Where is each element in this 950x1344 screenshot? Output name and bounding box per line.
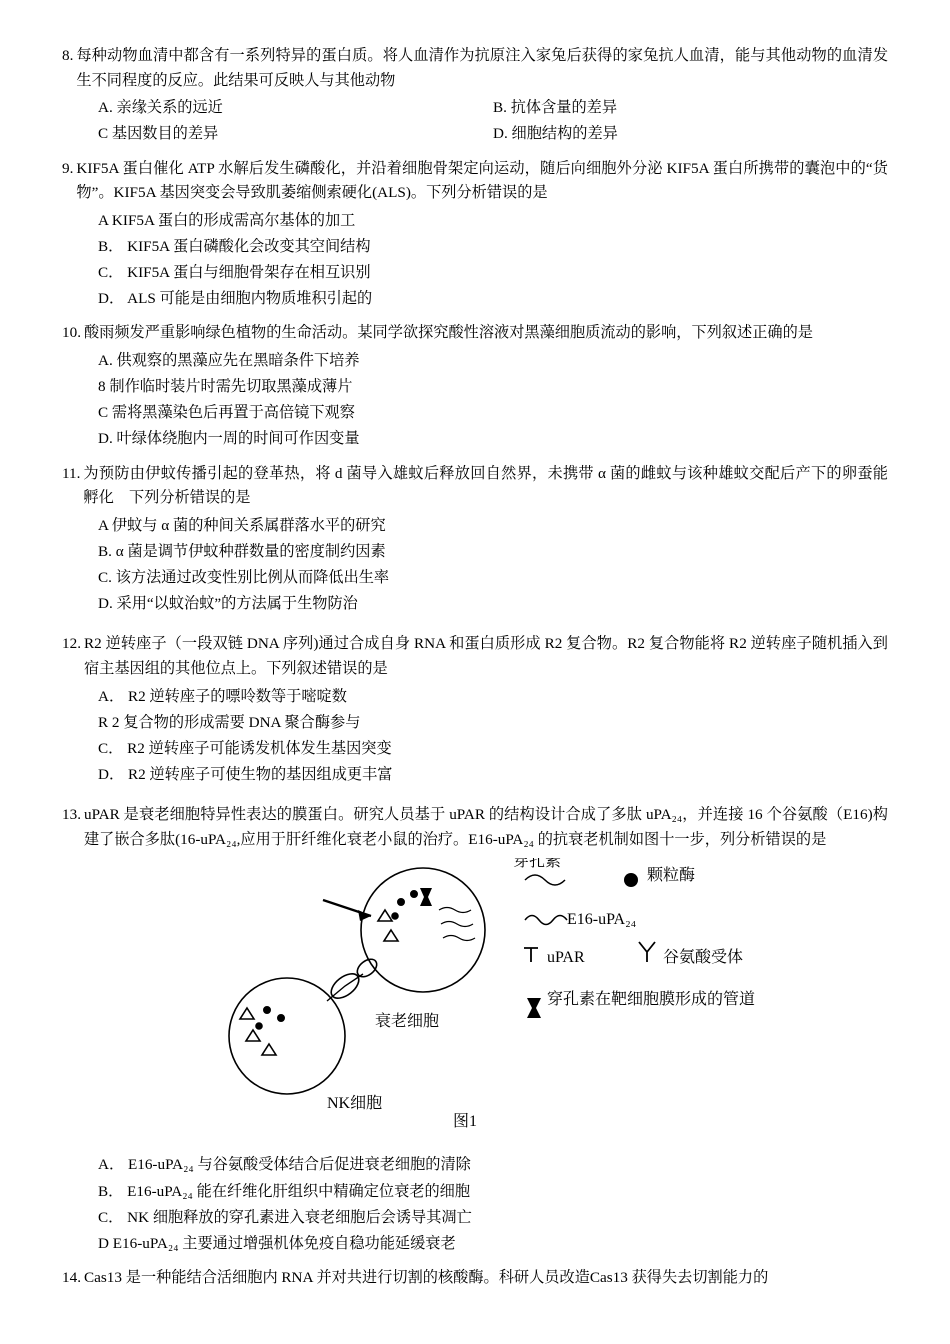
option-c[interactable]: C． NK 细胞释放的穿孔素进入衰老细胞后会诱导其凋亡	[98, 1208, 472, 1226]
option-d[interactable]: D． ALS 可能是由细胞内物质堆积引起的	[98, 290, 373, 308]
question-13-stem: uPAR 是衰老细胞特异性表达的膜蛋白。研究人员基于 uPAR 的结构设计合成了多肽 uPA₂₄，并连接 16 个谷氨酸（E16)构建了嵌合多肽(16-uPA₂₄,应用于肝纤维化衰老小鼠的治疗。E16-uPA₂₄ 的抗衰老机制如图十一步，列分析错误的是	[83, 806, 888, 848]
option-row	[62, 121, 888, 147]
question-14	[62, 1266, 888, 1291]
question-12	[62, 632, 888, 788]
nk-cell-outline	[229, 978, 345, 1094]
option-d[interactable]: D. 采用“以蚊治蚊”的方法属于生物防治	[98, 595, 358, 613]
option-row	[62, 95, 888, 121]
option-b[interactable]: B． KIF5A 蛋白磷酸化会改变其空间结构	[98, 237, 371, 255]
question-10-head	[62, 321, 888, 346]
option-d[interactable]: D. 叶绿体绕胞内一周的时间可作因变量	[98, 430, 360, 448]
question-10	[62, 321, 888, 452]
question-13-options	[62, 1152, 888, 1257]
option-b[interactable]: B. 抗体含量的差异	[493, 99, 618, 117]
question-11-stem: 为预防由伊蚊传播引起的登革热，将 d 菌导入雄蚊后释放回自然界，未携带 α 菌的雌蚊与该种雄蚊交配后产下的卵蚕能孵化 下列分析错误的是	[83, 464, 888, 507]
option-b[interactable]: R 2 复合物的形成需要 DNA 聚合酶参与	[98, 713, 361, 731]
question-9-options	[62, 208, 888, 313]
option-c[interactable]: C． R2 逆转座子可能诱发机体发生基因突变	[98, 739, 392, 757]
question-11	[62, 462, 888, 618]
option-d[interactable]: D． R2 逆转座子可使生物的基因组成更丰富	[98, 766, 393, 784]
label-granzyme: 颗粒酶	[647, 867, 696, 885]
label-channel-note: 穿孔素在靶细胞膜形成的管道	[547, 991, 755, 1009]
question-14-number: 14.	[62, 1268, 81, 1286]
question-12-options	[62, 684, 888, 789]
label-chimeric-peptide: E16-uPA₂₄	[567, 911, 637, 929]
question-8-stem: 每种动物血清中都含有一系列特异的蛋白质。将人血清作为抗原注入家兔后获得的家兔抗人血清，能与其他动物的血清发生不同程度的反应。此结果可反映人与其他动物	[76, 47, 888, 89]
question-12-number: 12.	[62, 635, 81, 653]
question-8	[62, 44, 888, 148]
figure-caption: 图1	[453, 1113, 478, 1131]
question-9	[62, 157, 888, 313]
question-10-options	[62, 348, 888, 453]
question-13-head	[62, 803, 888, 852]
label-perforin: 穿孔素	[513, 858, 562, 871]
question-12-head	[62, 632, 888, 681]
question-10-stem: 酸雨频发严重影响绿色植物的生命活动。某同学欲探究酸性溶液对黑藻细胞质流动的影响，下列叙述正确的是	[83, 324, 813, 342]
question-8-options	[62, 95, 888, 147]
question-9-stem: KIF5A 蛋白催化 ATP 水解后发生磷酸化，并沿着细胞骨架定向运动，随后向细胞外分泌 KIF5A 蛋白所携带的囊泡中的“货物”。KIF5A 基因突变会导致肌萎缩侧索硬化(ALS)。下列分析错误的是	[76, 159, 888, 202]
option-c[interactable]: C 基因数目的差异	[98, 125, 219, 143]
question-12-stem: R2 逆转座子（一段双链 DNA 序列)通过合成自身 RNA 和蛋白质形成 R2 复合物。R2 复合物能将 R2 逆转座子随机插入到宿主基因组的其他位点上。下列叙述错误的是	[83, 635, 888, 677]
label-nk-cell: NK细胞	[327, 1095, 383, 1113]
question-13-figure-wrap	[62, 858, 888, 1148]
granzyme-dot-icon	[624, 873, 638, 887]
option-c[interactable]: C． KIF5A 蛋白与细胞骨架存在相互识别	[98, 264, 371, 282]
option-c[interactable]: C 需将黑藻染色后再置于高倍镜下观察	[98, 404, 355, 422]
question-14-stem: Cas13 是一种能结合活细胞内 RNA 并对共进行切割的核酸酶。科研人员改造Cas13 获得失去切割能力的	[83, 1268, 769, 1286]
option-d[interactable]: D E16-uPA₂₄ 主要通过增强机体免疫自稳功能延缓衰老	[98, 1234, 456, 1252]
question-14-head	[62, 1266, 888, 1291]
senescent-cell-outline	[361, 868, 485, 992]
question-13-number: 13.	[62, 806, 81, 824]
question-11-options	[62, 513, 888, 618]
option-b[interactable]: B. α 菌是调节伊蚊种群数量的密度制约因素	[98, 542, 386, 560]
option-c[interactable]: C. 该方法通过改变性别比例从而降低出生率	[98, 569, 390, 587]
option-a[interactable]: A. 供观察的黑藻应先在黑暗条件下培养	[98, 351, 360, 369]
question-10-number: 10.	[62, 324, 81, 342]
question-8-head	[62, 44, 888, 93]
diagram-svg	[195, 858, 755, 1148]
option-a[interactable]: A． E16-uPA₂₄ 与谷氨酸受体结合后促进衰老细胞的清除	[98, 1156, 471, 1174]
question-11-number: 11.	[62, 464, 81, 482]
question-11-head	[62, 462, 888, 511]
label-upar: uPAR	[547, 949, 585, 967]
option-d[interactable]: D. 细胞结构的差异	[493, 125, 618, 143]
question-8-number: 8.	[62, 47, 74, 64]
option-b[interactable]: B． E16-uPA₂₄ 能在纤维化肝组织中精确定位衰老的细胞	[98, 1182, 471, 1200]
question-9-number: 9.	[62, 159, 74, 177]
option-b[interactable]: 8 制作临时装片时需先切取黑藻成薄片	[98, 378, 353, 396]
nk-cell-senescent-cell-diagram	[195, 858, 755, 1148]
option-a[interactable]: A． R2 逆转座子的嘌呤数等于嘧啶数	[98, 687, 347, 705]
option-a[interactable]: A. 亲缘关系的远近	[98, 99, 223, 117]
label-glutamate-receptor: 谷氨酸受体	[663, 949, 744, 967]
option-a[interactable]: A 伊蚊与 α 菌的种间关系属群落水平的研究	[98, 516, 386, 534]
question-13	[62, 803, 888, 1257]
label-senescent-cell: 衰老细胞	[375, 1013, 440, 1031]
question-9-head	[62, 157, 888, 206]
option-a[interactable]: A KIF5A 蛋白的形成需高尔基体的加工	[98, 211, 356, 229]
